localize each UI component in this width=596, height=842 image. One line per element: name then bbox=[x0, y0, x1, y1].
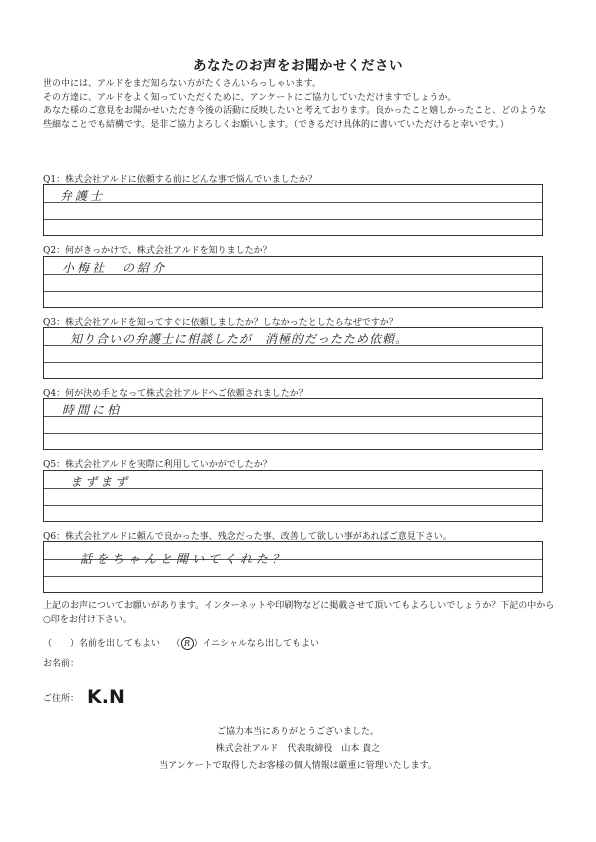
handwritten-answer-2: 小梅社 の紹介 bbox=[62, 261, 168, 275]
question-2-label: Q2：何がきっかけで、株式会社アルドを知りましたか？ bbox=[43, 246, 272, 256]
handwritten-answer-5: まずまず bbox=[70, 475, 131, 489]
answer-box-2[interactable] bbox=[43, 256, 543, 308]
name-label: お名前： bbox=[43, 659, 80, 669]
option-initial-ok[interactable]: イニシャルなら出してもよい bbox=[202, 639, 319, 649]
intro-line: あなた様のご意見をお聞かせいただき今後の活動に反映したいと考えております。良かったこと嬉しかったこと、どのような bbox=[43, 106, 547, 117]
question-5-label: Q5：株式会社アルドを実際に利用していかがでしたか？ bbox=[43, 460, 272, 470]
option-name-close-paren: ） bbox=[70, 639, 80, 649]
option-name-open-paren: （ bbox=[43, 639, 53, 649]
option-name-ok[interactable]: 名前を出してもよい bbox=[79, 639, 161, 649]
publication-options bbox=[43, 636, 319, 650]
footer-company: 株式会社アルド 代表取締役 山本 貴之 bbox=[215, 744, 381, 754]
answer-box-3[interactable] bbox=[43, 327, 543, 379]
answer-box-1[interactable] bbox=[43, 184, 543, 236]
question-4-label: Q4：何が決め手となって株式会社アルドへご依頼されましたか？ bbox=[43, 389, 308, 399]
permission-request bbox=[43, 600, 563, 627]
handwritten-answer-1: 弁護士 bbox=[60, 189, 106, 203]
answer-box-5[interactable] bbox=[43, 470, 543, 522]
question-1-label: Q1：株式会社アルドに依頼する前にどんな事で悩んでいましたか？ bbox=[43, 175, 317, 185]
question-6-label: Q6：株式会社アルドに頼んで良かった事、残念だった事、改善して欲しい事があればご意見下さい。 bbox=[43, 532, 452, 542]
option-initial-open-paren: （ bbox=[171, 639, 181, 649]
intro-line: 世の中には、アルドをまだ知らない方がたくさんいらっしゃいます。 bbox=[43, 79, 321, 89]
address-label: ご住所： bbox=[43, 694, 80, 704]
handwritten-answer-3: 知り合いの弁護士に相談したが 消極的だったため依頼。 bbox=[70, 332, 409, 346]
permission-line: ○印をお付け下さい。 bbox=[43, 614, 132, 625]
footer-thanks: ご協力本当にありがとうございました。 bbox=[216, 727, 379, 737]
footer-privacy: 当アンケートで取得したお客様の個人情報は厳重に管理いたします。 bbox=[159, 761, 437, 771]
option-initial-close-paren: ） bbox=[193, 639, 203, 649]
question-3-label: Q3：株式会社アルドを知ってすぐに依頼しましたか？しなかったとしたらなぜですか？ bbox=[43, 318, 398, 328]
page-title: あなたのお声をお聞かせください bbox=[193, 58, 403, 74]
answer-box-4[interactable] bbox=[43, 398, 543, 450]
intro-line: 些細なことでも結構です。是非ご協力よろしくお願いします。（できるだけ具体的に書いていただけると幸いです。） bbox=[43, 119, 509, 130]
handwritten-answer-6: 話をちゃんと聞いてくれた？ bbox=[80, 552, 289, 566]
option-initial-circle-mark[interactable]: R bbox=[181, 637, 194, 650]
intro-line: その方達に、アルドをよく知っていただくために、アンケートにご協力していただけますでしょうか。 bbox=[43, 92, 457, 103]
permission-line: 上記のお声についてお願いがあります。インターネットや印刷物などに掲載させて頂いてもよろしいでしょうか？下記の中から bbox=[43, 601, 555, 611]
answer-box-6[interactable] bbox=[43, 541, 543, 593]
handwritten-answer-4: 時間に柏 bbox=[62, 403, 123, 417]
address-value: K.N bbox=[87, 686, 125, 708]
intro-text bbox=[43, 78, 563, 132]
